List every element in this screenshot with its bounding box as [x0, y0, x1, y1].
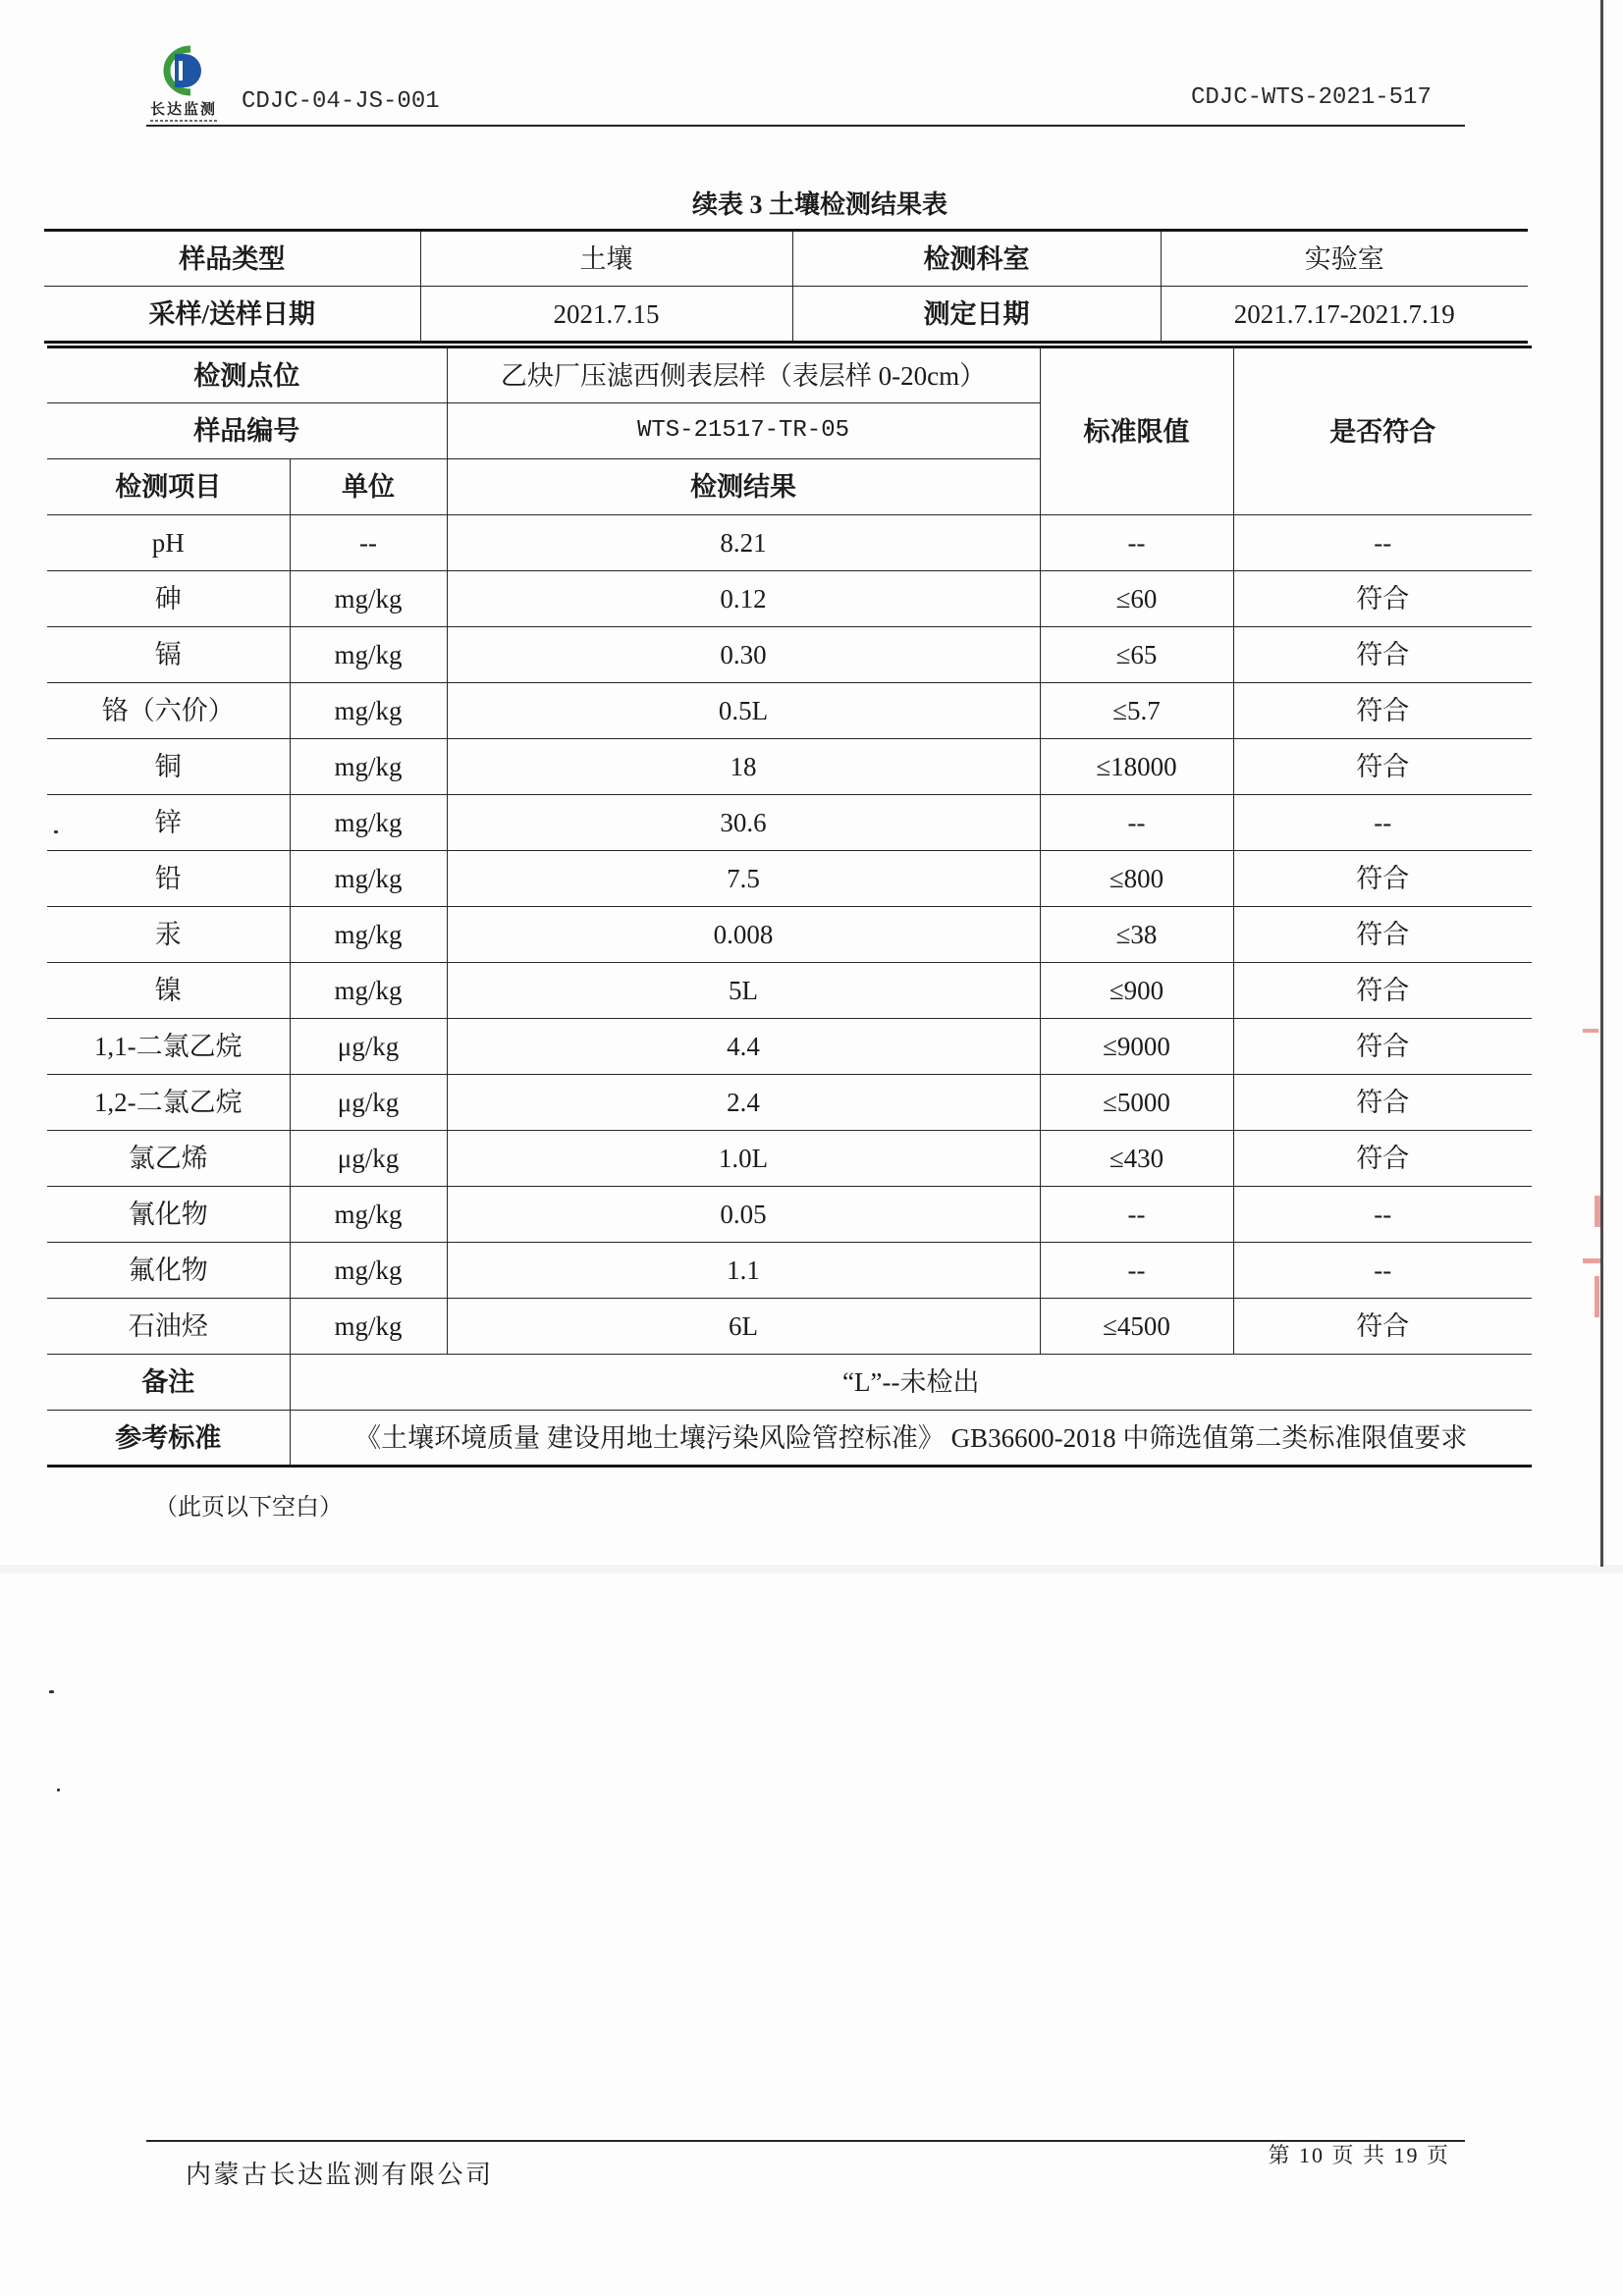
compliance-cell: --	[1233, 1243, 1532, 1299]
footer-divider	[146, 2140, 1465, 2142]
limit-cell: ≤18000	[1040, 739, 1233, 795]
unit-cell: --	[290, 515, 447, 571]
compliance-cell: 符合	[1233, 1075, 1532, 1131]
result-value-cell: 4.4	[447, 1019, 1040, 1075]
unit-cell: mg/kg	[290, 963, 447, 1019]
seal-edge-mark	[1583, 1258, 1600, 1263]
limit-cell: --	[1040, 1187, 1233, 1243]
table-row	[47, 1299, 1532, 1355]
reference-standard: 《土壤环境质量 建设用地土壤污染风险管控标准》 GB36600-2018 中筛选值第二类标准限值要求	[290, 1411, 1532, 1467]
header-row	[47, 347, 1532, 403]
item-name-cell: 1,2-二氯乙烷	[47, 1075, 290, 1131]
scan-band	[0, 1565, 1623, 1574]
result-value-cell: 7.5	[447, 851, 1040, 907]
item-name-cell: 氟化物	[47, 1243, 290, 1299]
table-row	[47, 907, 1532, 963]
unit-cell: mg/kg	[290, 795, 447, 851]
unit-cell: mg/kg	[290, 907, 447, 963]
company-name: 内蒙古长达监测有限公司	[186, 2161, 494, 2189]
result-value-cell: 5L	[447, 963, 1040, 1019]
limit-cell: ≤9000	[1040, 1019, 1233, 1075]
compliance-cell: 符合	[1233, 1131, 1532, 1187]
sample-no-label: 样品编号	[47, 403, 447, 459]
limit-cell: ≤65	[1040, 627, 1233, 683]
item-name-cell: 砷	[47, 571, 290, 627]
sample-info-row	[44, 287, 1528, 343]
lab-value: 实验室	[1161, 231, 1528, 287]
table-row	[47, 627, 1532, 683]
table-row	[47, 1243, 1532, 1299]
result-value-cell: 6L	[447, 1299, 1040, 1355]
remark-value: “L”--未检出	[290, 1355, 1532, 1411]
item-name-cell: 氯乙烯	[47, 1131, 290, 1187]
table-row	[47, 795, 1532, 851]
unit-cell: mg/kg	[290, 627, 447, 683]
seal-edge-mark	[1595, 1276, 1599, 1317]
limit-cell: ≤5.7	[1040, 683, 1233, 739]
unit-cell: μg/kg	[290, 1075, 447, 1131]
result-value-cell: 2.4	[447, 1075, 1040, 1131]
result-value-cell: 0.008	[447, 907, 1040, 963]
item-name-cell: 铅	[47, 851, 290, 907]
result-value-cell: 0.30	[447, 627, 1040, 683]
result-value-cell: 8.21	[447, 515, 1040, 571]
table-row	[47, 1187, 1532, 1243]
scan-speck	[54, 830, 58, 833]
item-name-cell: 石油烃	[47, 1299, 290, 1355]
seal-edge-mark	[1583, 1029, 1598, 1033]
seal-edge-mark	[1595, 1196, 1600, 1227]
limit-cell: ≤5000	[1040, 1075, 1233, 1131]
unit-cell: mg/kg	[290, 851, 447, 907]
scan-speck	[57, 1789, 60, 1791]
result-value-cell: 0.05	[447, 1187, 1040, 1243]
limit-cell: ≤4500	[1040, 1299, 1233, 1355]
limit-cell: --	[1040, 1243, 1233, 1299]
item-name-cell: 汞	[47, 907, 290, 963]
item-name-cell: 镍	[47, 963, 290, 1019]
compliance-cell: 符合	[1233, 1299, 1532, 1355]
table-row	[47, 571, 1532, 627]
limit-cell: ≤430	[1040, 1131, 1233, 1187]
unit-header: 单位	[290, 459, 447, 515]
result-value-cell: 18	[447, 739, 1040, 795]
unit-cell: mg/kg	[290, 1243, 447, 1299]
sample-info-table	[44, 229, 1528, 344]
item-name-cell: 氰化物	[47, 1187, 290, 1243]
unit-cell: μg/kg	[290, 1019, 447, 1075]
unit-cell: μg/kg	[290, 1131, 447, 1187]
compliance-header: 是否符合	[1233, 347, 1532, 515]
sample-type-label: 样品类型	[44, 231, 420, 287]
limit-cell: ≤900	[1040, 963, 1233, 1019]
unit-cell: mg/kg	[290, 1187, 447, 1243]
table-title: 续表 3 土壤检测结果表	[691, 190, 947, 219]
result-value-cell: 0.12	[447, 571, 1040, 627]
logo-subtext-mark	[150, 120, 217, 122]
table-row	[47, 1131, 1532, 1187]
report-number: CDJC-WTS-2021-517	[1191, 84, 1432, 111]
compliance-cell: 符合	[1233, 571, 1532, 627]
result-value-cell: 0.5L	[447, 683, 1040, 739]
reference-row	[47, 1411, 1532, 1467]
compliance-cell: --	[1233, 795, 1532, 851]
result-value-cell: 30.6	[447, 795, 1040, 851]
test-date-label: 测定日期	[792, 287, 1161, 343]
remark-label: 备注	[47, 1355, 290, 1411]
sampling-date-label: 采样/送样日期	[44, 287, 420, 343]
unit-cell: mg/kg	[290, 1299, 447, 1355]
result-value-cell: 1.0L	[447, 1131, 1040, 1187]
logo-text: 长达监测	[149, 100, 217, 118]
scan-edge-line	[1600, 0, 1603, 1567]
table-row	[47, 1075, 1532, 1131]
item-name-cell: pH	[47, 515, 290, 571]
table-row	[47, 683, 1532, 739]
sampling-date-value: 2021.7.15	[420, 287, 792, 343]
page-number: 第 10 页 共 19 页	[1268, 2143, 1450, 2167]
item-name-cell: 铬（六价）	[47, 683, 290, 739]
document-code-left: CDJC-04-JS-001	[242, 88, 440, 115]
limit-cell: ≤38	[1040, 907, 1233, 963]
reference-label: 参考标准	[47, 1411, 290, 1467]
company-logo	[144, 43, 223, 126]
compliance-cell: 符合	[1233, 851, 1532, 907]
unit-cell: mg/kg	[290, 739, 447, 795]
table-row	[47, 1019, 1532, 1075]
compliance-cell: 符合	[1233, 627, 1532, 683]
compliance-cell: 符合	[1233, 963, 1532, 1019]
item-name-cell: 1,1-二氯乙烷	[47, 1019, 290, 1075]
unit-cell: mg/kg	[290, 683, 447, 739]
table-row	[47, 515, 1532, 571]
header-divider	[146, 125, 1465, 127]
location-label: 检测点位	[47, 347, 447, 403]
remark-row	[47, 1355, 1532, 1411]
compliance-cell: --	[1233, 1187, 1532, 1243]
table-row	[47, 851, 1532, 907]
compliance-cell: 符合	[1233, 739, 1532, 795]
lab-label: 检测科室	[792, 231, 1161, 287]
limit-cell: ≤800	[1040, 851, 1233, 907]
sample-info-row	[44, 231, 1528, 287]
table-row	[47, 963, 1532, 1019]
compliance-cell: --	[1233, 515, 1532, 571]
result-value-cell: 1.1	[447, 1243, 1040, 1299]
result-header: 检测结果	[447, 459, 1040, 515]
compliance-cell: 符合	[1233, 1019, 1532, 1075]
unit-cell: mg/kg	[290, 571, 447, 627]
results-table	[47, 346, 1532, 1468]
item-name-cell: 铜	[47, 739, 290, 795]
limit-cell: ≤60	[1040, 571, 1233, 627]
limit-header: 标准限值	[1040, 347, 1233, 515]
item-name-cell: 锌	[47, 795, 290, 851]
compliance-cell: 符合	[1233, 907, 1532, 963]
scan-speck	[49, 1690, 54, 1693]
sample-no-value: WTS-21517-TR-05	[447, 403, 1040, 459]
blank-page-note: （此页以下空白）	[154, 1495, 343, 1521]
item-name-cell: 镉	[47, 627, 290, 683]
test-date-value: 2021.7.17-2021.7.19	[1161, 287, 1528, 343]
compliance-cell: 符合	[1233, 683, 1532, 739]
changda-logo-icon	[147, 43, 218, 98]
location-value: 乙炔厂压滤西侧表层样（表层样 0-20cm）	[447, 347, 1040, 403]
limit-cell: --	[1040, 795, 1233, 851]
limit-cell: --	[1040, 515, 1233, 571]
sample-type-value: 土壤	[420, 231, 792, 287]
item-header: 检测项目	[47, 459, 290, 515]
table-row	[47, 739, 1532, 795]
